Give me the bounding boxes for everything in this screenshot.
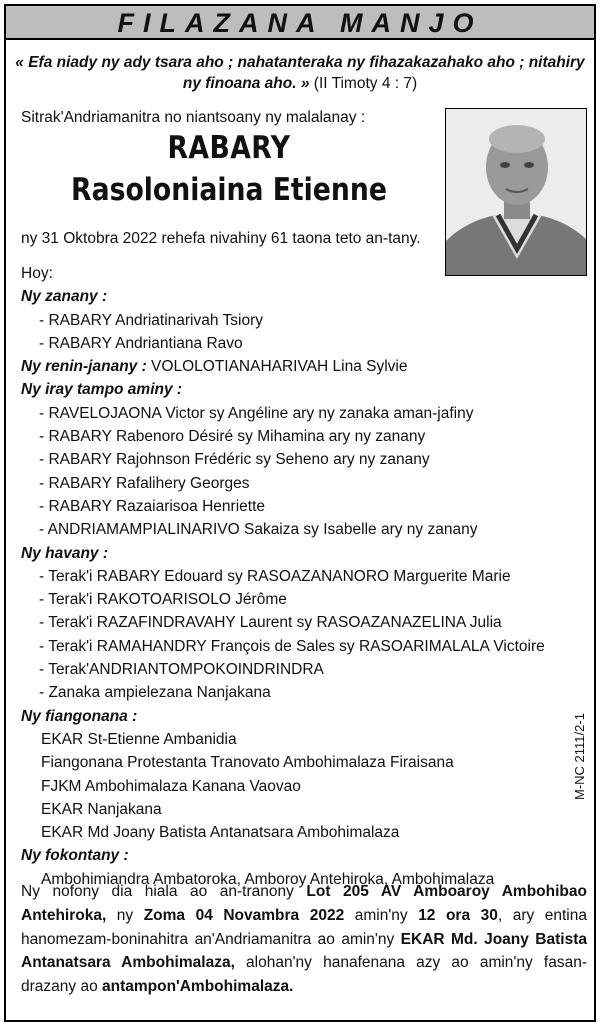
reference-code: M-NC 2111/2-1 (572, 713, 587, 800)
funeral-time: 12 ora 30 (418, 906, 498, 924)
list-item: EKAR Nanjakana (41, 800, 162, 818)
quote-text: « Efa niady ny ady tsara aho ; nahatanteraka ny fihazakazahako aho ; nitahiry ny finoana aho. » (15, 54, 585, 92)
relatives-heading: Ny havany : (21, 544, 109, 562)
list-item: - RABARY Rafalihery Georges (39, 474, 250, 492)
death-date-line: ny 31 Oktobra 2022 rehefa nivahiny 61 taona teto an-tany. (21, 230, 421, 247)
quote-reference: (II Timoty 4 : 7) (313, 75, 418, 92)
family-list (21, 262, 545, 891)
list-item: - RABARY Rajohnson Frédéric sy Seheno ary ny zanany (39, 451, 430, 469)
list-item: - RABARY Rabenoro Désiré sy Mihamina ary ny zanany (39, 428, 426, 446)
banner-title: FILAZANA MANJO (117, 8, 483, 38)
churches-heading: Ny fiangonana : (21, 707, 138, 725)
list-item: EKAR Md Joany Batista Antanatsara Ambohimalaza (41, 824, 400, 842)
list-item: FJKM Ambohimalaza Kanana Vaovao (41, 777, 301, 795)
funeral-text: amin'ny (344, 906, 419, 924)
funeral-address: Lot 205 AV Amboaroy Ambohibao Antehiroka, (21, 883, 587, 924)
deceased-given-names: Rasoloniaina Etienne (71, 172, 387, 208)
hoy-label: Hoy: (21, 265, 53, 282)
notice-banner (6, 6, 594, 40)
burial-place: antampon'Ambohimalaza. (102, 978, 294, 996)
siblings-heading: Ny iray tampo aminy : (21, 381, 183, 399)
list-item: - ANDRIAMAMPIALINARIVO Sakaiza sy Isabelle ary ny zanany (39, 521, 478, 539)
list-item: - Terak'ANDRIANTOMPOKOINDRINDRA (39, 661, 324, 679)
funeral-text: alohan'ny hanafenana azy ao amin'ny fasan-drazany ao (21, 954, 587, 996)
funeral-church: EKAR Md. Joany Batista Antanatsara Ambohimalaza, (21, 930, 587, 972)
mother-of-children-line (21, 355, 545, 378)
bible-quote (12, 52, 588, 94)
list-item: Fiangonana Protestanta Tranovato Ambohimalaza Firaisana (41, 754, 454, 772)
funeral-text: ny (106, 906, 144, 924)
list-item: - RABARY Andriatinarivah Tsiory (39, 311, 263, 329)
funeral-text: , ary entina hanomezam-boninahitra an'Andriamanitra ao amin'ny (21, 906, 587, 948)
intro-text: Sitrak'Andriamanitra no niantsoany ny malalanay : (21, 109, 366, 126)
list-item: - RAVELOJAONA Victor sy Angéline ary ny zanaka aman-jafiny (39, 404, 474, 422)
deceased-surname: RABARY (167, 130, 291, 166)
fokontany-list: Ambohimiandra Ambatoroka, Amboroy Antehiroka, Ambohimalaza (41, 870, 495, 888)
list-item: - RABARY Razaiarisoa Henriette (39, 497, 265, 515)
funeral-text: Ny nofony dia hiala ao an-tranony (21, 883, 307, 900)
list-item: - Zanaka ampielezana Nanjakana (39, 684, 271, 702)
list-item: EKAR St-Etienne Ambanidia (41, 730, 237, 748)
list-item: - Terak'i RAMAHANDRY François de Sales sy RASOARIMALALA Victoire (39, 637, 545, 655)
list-item: - RABARY Andriantiana Ravo (39, 334, 243, 352)
list-item: - Terak'i RAZAFINDRAVAHY Laurent sy RASOAZANAZELINA Julia (39, 614, 502, 632)
mother-name: VOLOLOTIANAHARIVAH Lina Sylvie (146, 358, 408, 376)
list-item: - Terak'i RAKOTOARISOLO Jérôme (39, 591, 287, 609)
funeral-details (21, 880, 587, 999)
children-heading: Ny zanany : (21, 288, 108, 306)
list-item: - Terak'i RABARY Edouard sy RASOAZANANORO Marguerite Marie (39, 567, 511, 585)
funeral-date: Zoma 04 Novambra 2022 (143, 906, 345, 924)
portrait-photo-icon (445, 108, 587, 276)
mother-heading: Ny renin-janany : (21, 358, 147, 376)
fokontany-heading: Ny fokontany : (21, 847, 129, 865)
